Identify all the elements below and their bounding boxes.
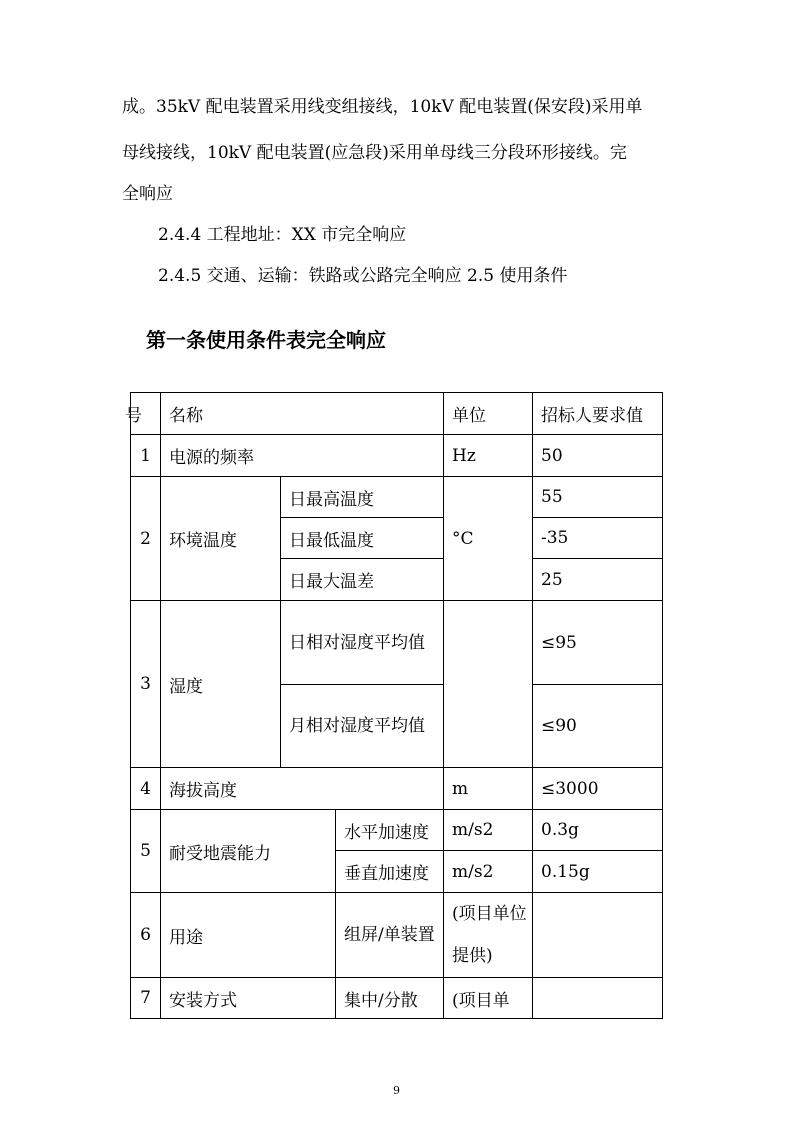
body-line-1: 成。35kV 配电装置采用线变组接线，10kV 配电装置(保安段)采用单 <box>122 97 643 117</box>
row-unit: (项目单位提供) <box>444 893 533 978</box>
row-sub-name: 日相对湿度平均值 <box>281 601 444 685</box>
row-num: 6 <box>131 893 161 978</box>
table-header-row <box>131 393 663 435</box>
row-value: 55 <box>533 477 663 518</box>
row-value: ≤3000 <box>533 768 663 810</box>
row-value: 25 <box>533 559 663 601</box>
conditions-table <box>125 392 663 1019</box>
row-num: 5 <box>131 810 161 893</box>
row-unit: Hz <box>444 435 533 477</box>
row-sub-name: 集中/分散 <box>336 978 444 1019</box>
row-sub-name: 垂直加速度 <box>336 851 444 893</box>
row-num: 7 <box>131 978 161 1019</box>
row-sub-name: 日最大温差 <box>281 559 444 601</box>
page-number: 9 <box>393 1084 400 1097</box>
section-heading: 第一条使用条件表完全响应 <box>146 328 386 352</box>
row-sub-name: 月相对湿度平均值 <box>281 685 444 768</box>
row-value: 0.15g <box>533 851 663 893</box>
row-value: ≤95 <box>533 601 663 685</box>
header-unit: 单位 <box>444 393 533 435</box>
row-unit <box>444 601 533 768</box>
row-unit: m/s2 <box>444 851 533 893</box>
row-num: 1 <box>131 435 161 477</box>
row-unit: (项目单 <box>444 978 533 1019</box>
row-sub-name: 日最高温度 <box>281 477 444 518</box>
row-value <box>533 893 663 978</box>
row-name: 海拔高度 <box>161 768 444 810</box>
row-sub-name: 水平加速度 <box>336 810 444 851</box>
body-line-2: 母线接线，10kV 配电装置(应急段)采用单母线三分段环形接线。完 <box>122 143 627 163</box>
table-row <box>131 435 663 477</box>
table-row <box>131 810 663 851</box>
header-name: 名称 <box>161 393 444 435</box>
body-line-3: 全响应 <box>122 184 173 204</box>
item-2-4-4: 2.4.4 工程地址：XX 市完全响应 <box>158 225 407 245</box>
row-value: -35 <box>533 518 663 559</box>
row-sub-name: 日最低温度 <box>281 518 444 559</box>
item-2-4-5: 2.4.5 交通、运输：铁路或公路完全响应 2.5 使用条件 <box>158 266 568 286</box>
row-num: 3 <box>131 601 161 768</box>
table-row <box>131 477 663 518</box>
row-name: 湿度 <box>161 601 281 768</box>
row-value <box>533 978 663 1019</box>
row-name: 环境温度 <box>161 477 281 601</box>
table-row <box>131 978 663 1019</box>
row-unit: m <box>444 768 533 810</box>
row-name: 电源的频率 <box>161 435 444 477</box>
row-value: 50 <box>533 435 663 477</box>
row-sub-name: 组屏/单装置 <box>336 893 444 978</box>
row-unit: °C <box>444 477 533 601</box>
row-value: 0.3g <box>533 810 663 851</box>
row-value: ≤90 <box>533 685 663 768</box>
table-row <box>131 893 663 978</box>
header-num: 号 <box>131 393 161 435</box>
row-unit: m/s2 <box>444 810 533 851</box>
row-num: 2 <box>131 477 161 601</box>
row-name: 安装方式 <box>161 978 336 1019</box>
row-num: 4 <box>131 768 161 810</box>
row-name: 耐受地震能力 <box>161 810 336 893</box>
header-value: 招标人要求值 <box>533 393 663 435</box>
table-row <box>131 768 663 810</box>
table-row <box>131 601 663 685</box>
row-name: 用途 <box>161 893 336 978</box>
